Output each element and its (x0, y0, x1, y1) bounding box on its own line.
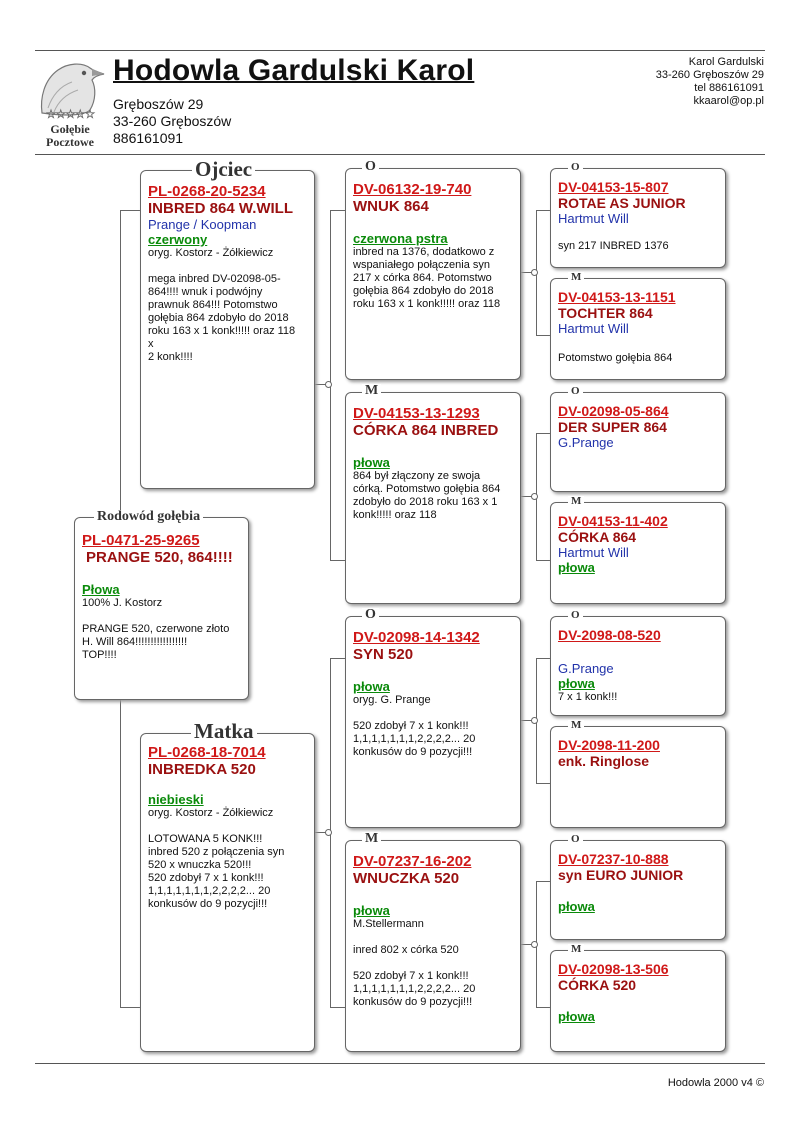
sire-label: O (362, 608, 379, 622)
ring-number: PL-0268-18-7014 (148, 744, 266, 761)
ring-number: DV-04153-13-1293 (353, 405, 480, 422)
ring-number: DV-07237-16-202 (353, 853, 472, 870)
pigeon-name: SYN 520 (353, 646, 414, 663)
pigeon-name: ROTAE AS JUNIOR (558, 195, 686, 211)
dam-label: M (362, 832, 381, 846)
logo-stars: ☆☆☆☆☆ (45, 107, 95, 121)
breeder-name: G.Prange (558, 661, 614, 676)
grandparent-card[interactable] (345, 168, 521, 380)
dam-label: M (362, 384, 381, 398)
note: oryg. G. Prange (353, 694, 431, 706)
logo-text-line-1: Gołębie (50, 122, 90, 136)
note: 520 zdobył 7 x 1 konk!!! 1,1,1,1,1,1,1,2,2,2,2... 20 konkusów do 9 pozycji!!! (353, 970, 476, 1008)
pigeon-name: WNUCZKA 520 (353, 870, 460, 887)
great-grandparent-card[interactable] (550, 278, 726, 380)
sire-label: O (568, 834, 583, 845)
contact-block (656, 56, 764, 108)
sire-label: O (568, 386, 583, 397)
grandparent-card[interactable] (345, 840, 521, 1052)
breeder-name: Prange / Koopman (148, 217, 257, 232)
color-label: Płowa (82, 582, 120, 597)
great-grandparent-card[interactable] (550, 168, 726, 268)
ring-number: DV-2098-11-200 (558, 737, 660, 753)
color-label: czerwona pstra (353, 231, 448, 246)
ring-number: DV-02098-13-506 (558, 961, 669, 977)
address-line: 33-260 Gręboszów (113, 113, 232, 129)
pigeon-name: INBRED 864 W.WILL (148, 200, 294, 217)
color-label: płowa (558, 676, 595, 691)
pigeon-name: INBREDKA 520 (148, 761, 256, 778)
contact-email: kkaarol@op.pl (693, 95, 764, 107)
note: PRANGE 520, czerwone złoto H. Will 864!!!!!!!!!!!!!!!!! TOP!!!! (82, 623, 230, 661)
breeder-address (113, 96, 231, 147)
dam-label: M (568, 720, 584, 731)
great-grandparent-card[interactable] (550, 392, 726, 492)
great-grandparent-card[interactable] (550, 840, 726, 940)
pigeon-name: CÓRKA 864 (558, 529, 637, 545)
pigeon-root-card[interactable] (74, 517, 249, 700)
ring-number: DV-06132-19-740 (353, 181, 472, 198)
ring-number: DV-02098-05-864 (558, 403, 669, 419)
father-label: Ojciec (192, 159, 255, 180)
great-grandparent-card[interactable] (550, 950, 726, 1052)
ring-number: DV-04153-11-402 (558, 513, 668, 529)
address-line: Gręboszów 29 (113, 96, 204, 112)
note: Potomstwo gołębia 864 (558, 352, 673, 364)
page-title: Hodowla Gardulski Karol (113, 54, 475, 87)
address-line: 886161091 (113, 130, 184, 146)
great-grandparent-card[interactable] (550, 726, 726, 828)
contact-address: 33-260 Gręboszów 29 (655, 69, 764, 81)
dam-label: M (568, 496, 584, 507)
color-label: płowa (558, 899, 595, 914)
pigeon-name: enk. Ringlose (558, 753, 650, 769)
great-grandparent-card[interactable] (550, 616, 726, 716)
note: syn 217 INBRED 1376 (558, 240, 669, 252)
note: 100% J. Kostorz (82, 597, 163, 609)
sire-label: O (568, 610, 583, 621)
contact-name: Karol Gardulski (688, 56, 764, 68)
mother-card[interactable] (140, 733, 315, 1052)
color-label: płowa (353, 679, 390, 694)
note: oryg. Kostorz - Żółkiewicz (148, 807, 274, 819)
pigeon-name: CÓRKA 864 INBRED (353, 422, 499, 439)
ring-number: PL-0268-20-5234 (148, 183, 266, 200)
color-label: płowa (558, 1009, 595, 1024)
ring-number: DV-2098-08-520 (558, 627, 661, 643)
contact-phone: tel 886161091 (694, 82, 764, 94)
color-label: płowa (558, 560, 595, 575)
pigeon-name: PRANGE 520, 864!!!! (86, 549, 233, 566)
color-label: niebieski (148, 792, 204, 807)
sire-label: O (362, 160, 379, 174)
breeder-name: Hartmut Will (558, 211, 629, 226)
sire-label: O (568, 162, 583, 173)
ring-number: DV-04153-15-807 (558, 179, 669, 195)
note: oryg. Kostorz - Żółkiewicz (148, 247, 274, 259)
dam-label: M (568, 944, 584, 955)
pigeon-name: syn EURO JUNIOR (558, 867, 684, 883)
breeder-name: G.Prange (558, 435, 614, 450)
color-label: czerwony (148, 232, 208, 247)
note: inbred na 1376, dodatkowo z wspaniałego połączenia syn 217 x córka 864. Potomstwo gołębia 864 zdobyło do 2018 roku 163 x 1 konk!!!!! oraz 118 (353, 246, 501, 310)
breeder-name: Hartmut Will (558, 321, 629, 336)
logo (34, 58, 106, 150)
color-label: płowa (353, 455, 390, 470)
breeder-name: Hartmut Will (558, 545, 629, 560)
note: 520 zdobył 7 x 1 konk!!! 1,1,1,1,1,1,1,2,2,2,2... 20 konkusów do 9 pozycji!!! (353, 720, 476, 758)
note: M.Stellermann (353, 918, 424, 930)
footer-rule (35, 1063, 765, 1064)
father-card[interactable] (140, 170, 315, 489)
pigeon-name: DER SUPER 864 (558, 419, 667, 435)
note: 864 był złączony ze swoja córką. Potomstwo gołębia 864 zdobyło do 2018 roku 163 x 1 konk!!!!! oraz 118 (353, 470, 501, 521)
note: LOTOWANA 5 KONK!!! inbred 520 z połączenia syn 520 x wnuczka 520!!! 520 zdobył 7 x 1 konk!!! 1,1,1,1,1,1,1,2,2,2,2... 20 konkusów do 9 pozycji!!! (148, 833, 285, 910)
dam-label: M (568, 272, 584, 283)
pigeon-name: CÓRKA 520 (558, 977, 637, 993)
grandparent-card[interactable] (345, 616, 521, 828)
ring-number: DV-04153-13-1151 (558, 289, 676, 305)
great-grandparent-card[interactable] (550, 502, 726, 604)
pigeon-name: TOCHTER 864 (558, 305, 653, 321)
logo-text-line-2: Pocztowe (46, 135, 94, 149)
header-bottom-rule (35, 154, 765, 155)
note: mega inbred DV-02098-05- 864!!!! wnuk i podwójny prawnuk 864!!! Potomstwo gołębia 864 zdobyło do 2018 roku 163 x 1 konk!!!!! oraz 118 x 2 konk!!!! (148, 273, 296, 363)
header-top-rule (35, 50, 765, 51)
ring-number: PL-0471-25-9265 (82, 532, 200, 549)
ring-number: DV-07237-10-888 (558, 851, 669, 867)
root-label: Rodowód gołębia (94, 510, 203, 524)
grandparent-card[interactable] (345, 392, 521, 604)
ring-number: DV-02098-14-1342 (353, 629, 480, 646)
mother-label: Matka (191, 721, 257, 742)
note: inred 802 x córka 520 (353, 944, 459, 956)
pigeon-name: WNUK 864 (353, 198, 429, 215)
color-label: płowa (353, 903, 390, 918)
note: 7 x 1 konk!!! (558, 691, 618, 703)
footer-text: Hodowla 2000 v4 © (667, 1077, 764, 1089)
